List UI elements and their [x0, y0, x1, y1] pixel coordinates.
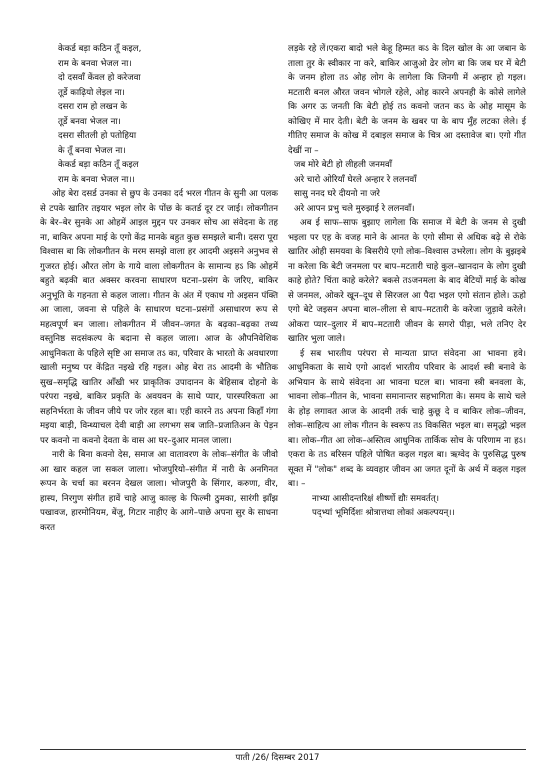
- body-paragraph: नारी के बिना कवनो देस, समाज आ वातावरण के लोक–संगीत के जीवो आ खार कहल जा सकल जाला। भोजपुरियो–संगीत में नारी के अनगिनत रूपन के चर्चा का बरनन देखल जाला। भोजपुरी के सिंगार, करुणा, वीर, हास्य, निरगुण संगीत हावें चाहे आजु काल्ह के फिल्मी ठुमका, सारंगी झाँझ पखावज, हारमोनियम, बेंजु, गिटार नाहीए के आगे–पाछे अपना सुर के साधना करत: [40, 450, 278, 533]
- verse-line: अरे चारो ओरियाँ घेरले अन्हार रे ललनवाँ: [294, 174, 417, 185]
- verse-line: दसरा सीतली हो पतोहिया: [58, 131, 137, 141]
- folk-song-verse: [40, 42, 278, 187]
- sanskrit-line: पद्भ्यां भूमिर्दिशः श्रोत्रात्तथा लोकां अकल्पयन्।।: [312, 508, 455, 518]
- verse-line: राम के बनवा भेजल ना।: [58, 58, 132, 69]
- verse-line: जब मोरे बेटी हो लीहली जनमवाँ: [294, 160, 393, 170]
- body-paragraph: अब ई साफ–साफ बुझाए लागेला कि समाज में बेटी के जनम से दुखी भइला पर एह के वजह माने के आनत के एगो सीमा से अधिक बढ़े से रोके खातिर ओही समयवा के बिसरीये एगो लोक–विश्वास उभरेला। लोग के बुझइबे ना करेला कि बेटी जनमला पर बाप–मटतारी चाहे कुल–खानदान के लोग दुखी काहे होते? चिंता काहे करेले? बकसे तऽजनमला के बाद बेटियों माई के कोख से जनमल, ओकरे खून–दूध से सिरजल आ पैदा भइल एगो संतान होले। ऊहो एगो बेटे जइसन अपना बाल–लीला से बाप–मटतारी के करेजा जुड़ावे करेले। ओकरा प्यार–दुलार में बाप–मटतारी जीवन के सगरो पीड़ा, भले तनिए देर खातिर भुला जाले।: [288, 218, 526, 344]
- verse-line: सासु ननद घरे दीयनो ना जरे: [294, 189, 380, 199]
- sanskrit-line: नाभ्या आसीदन्तरिक्षं शीर्ष्णो द्यौः समवर्तत्।: [312, 493, 439, 504]
- body-paragraph: लड़के रहे लें।एकरा बादो भले केहू हिम्मत कऽ के दिल खोल के आ जबान के ताला तुर के स्वीकार ना करे, बाकिर आजुओ ढेर लोग बा कि जब घर में बेटी के जनम होला तऽ ओह लोग के लागेला कि जिनगी में अन्हार हो गइल। मटतारी बनल औरत जवन भोगले रहेले, ओह कारने अपनही के कोसे लागेले कि अगर ऊ जनती कि बेटी होई तऽ कवनो जतन कऽ के ओह मासूम के कोखिए में मार देती। बेटी के जनम के खबर पा के बाप मुँह लटका लेले। ई गीतिए समाज के कोख में दबाइल समाज के चित्र आ दस्तावेज बा। एगो गीत देखीं ना –: [288, 44, 526, 156]
- left-column: [40, 42, 278, 535]
- verse-line: के तूँ बनवा भेजल ना।: [58, 145, 126, 156]
- verse-line: तूर्डे काढ़ियो लेइल ना।: [58, 87, 125, 98]
- verse-line: दो दसवाँ केंवल हो करेजवा: [58, 73, 141, 83]
- verse-line: केकर्ड बड़ा कठिन तूँ कइल: [58, 160, 139, 170]
- body-paragraph: ओह बेरा दसर्ड उनका से छुप के उनका दर्द भरल गीतन के सुनी आ पलक से टपके खातिर तइयार भइल लोर के पोंछ के कतर्ड दूर टर जाई। लोकगीतन के बेर–बेर सुनके आ ओहमें आइल मुद्दन पर उनकर सोच आ संवेदना के तह ना, बाकिर अपना माई के एगो केंद्र मानके बहुत कुछ समझले बानी। दसरा पूरा विश्वास बा कि लोकगीतन के मरम समझे वाला हर आदमी अइसने अनुभव से गुजरत होई। औरत लोग के गाये वाला लोकगीतन के सामान्य हऽ कि ओहमें बहुते बढ़की बात अक्सर करवना साधारण घटना–प्रसंग के जरिए, बाकिर अनुभूति के गहनता से कहल जाला। गीतन के अंत में एकाध गो अइसन पंक्ति आ जाला, जवना से पहिले के साधारण घटना–प्रसंगों असाधारण रूप से महत्वपूर्ण बन जाला। लोकगीतन में जीवन–जगत के बढ़का–बढ़का तथ्य वस्तुनिष्ठ सदसंकल्प के बदाना से कहल जाला। आज के औपनिवेशिक आधुनिकता के पहिले सृष्टि आ समाज तऽ का, परिवार के भारतो के अवधारणा खाली मनुष्य पर केंद्रित नइखे रहि गइल। ओह बेरा तऽ आदमी के भौतिक सुख–समृद्धि खातिर आँखी भर प्राकृतिक उपादानन के बेहिसाब दोहनो के परंपरा नइखे, बाकिर प्रकृति के अवयवन के साथे प्यार, पारस्परिकता आ सहनिर्भरता के जीवन जीये पर जोर रहल बा। एही कारने तऽ अपना किहाँ गंगा मइया बाड़ी, विन्ध्याचल देवी बाड़ी आ लगभग सब जाति–प्रजातिअन के पेड़न पर कवनो ना कवनो देवता के वास आ घर–दुआर मानल जाला।: [40, 189, 278, 446]
- verse-line: केकर्ड बड़ा कठिन तूँ कइल,: [58, 44, 142, 54]
- verse-line: राम के बनवा भेजल ना।।: [58, 174, 135, 185]
- verse-line: तूर्डे बनवा भेजल ना।: [58, 116, 121, 127]
- footer-divider: [40, 749, 526, 750]
- body-paragraph: ई सब भारतीय परंपरा से मान्यता प्राप्त संवेदना आ भावना हवे। आधुनिकता के साथे एगो आदर्श भारतीय परिवार के आदर्श स्त्री बनावे के अभियान के साथे संवेदना आ भावना घटल बा। भावना स्त्री बनवला के, भावना लोक–गीतन के, भावना समानान्तर सहभागिता के। समय के साथे चले के होड़ लगावत आज के आदमी तर्क चाहे कुछू दे व बाकिर लोक–जीवन, लोक–साहित्य आ लोक गीतन के स्वरूप तऽ विकसित भइल बा। समृद्धो भइल बा। लोक–गीत आ लोक–अस्तित्व आधुनिक तार्किक सोच के परिणाम ना हऽ। एकरा के तऽ बरिसन पहिले पोषित कइल गइल बा। ऋग्वेद के पुरुसिद्ध पुरुष सूक्त में "लोक" शब्द के व्यवहार जीवन आ जगत दूनों के अर्थ में कइल गइल बा। –: [288, 348, 526, 489]
- verse-line: अरे आपन प्रभु चले मुरुझाई रे ललनवाँ।: [294, 203, 415, 214]
- folk-song-verse: [288, 158, 526, 216]
- verse-line: दसरा राम हो लखन के: [58, 102, 127, 112]
- sanskrit-quote: [288, 492, 526, 521]
- page-footer: पाती /26/ दिसम्बर 2017: [235, 753, 320, 763]
- right-column: [288, 42, 526, 521]
